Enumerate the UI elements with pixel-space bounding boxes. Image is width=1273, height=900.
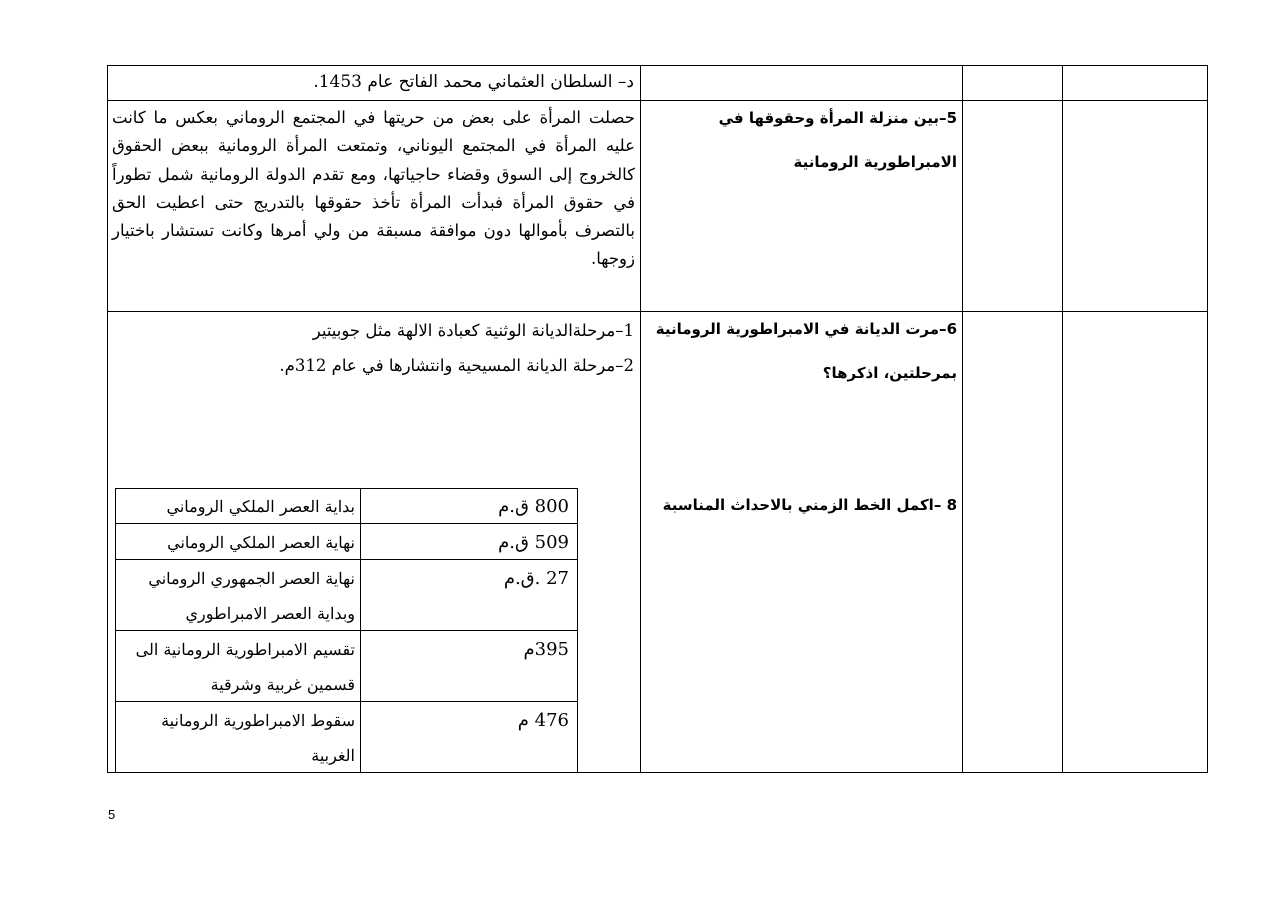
- timeline-event: تقسيم الامبراطورية الرومانية الى قسمين غربية وشرقية: [135, 640, 355, 694]
- question-5: 5–بين منزلة المرأة وحقوقها في الامبراطورية الرومانية: [718, 109, 957, 171]
- table-border: [962, 65, 963, 773]
- timeline-date: 476 م: [517, 710, 569, 731]
- table-border: [107, 65, 108, 773]
- row1-answer: د– السلطان العثماني محمد الفاتح عام 1453.: [313, 72, 634, 92]
- timeline-border: [115, 488, 116, 773]
- table-border: [1062, 65, 1063, 773]
- question-6: 6–مرت الديانة في الامبراطورية الرومانية بمرحلتين، اذكرها؟: [655, 320, 957, 382]
- table-border: [1207, 65, 1208, 773]
- timeline-event: بداية العصر الملكي الروماني: [166, 497, 355, 516]
- timeline-event: نهاية العصر الملكي الروماني: [167, 533, 355, 552]
- table-border: [107, 65, 1208, 66]
- row2-answer: حصلت المرأة على بعض من حريتها في المجتمع الروماني بعكس ما كانت عليه المرأة في المجتمع اليوناني، وتمتعت المرأة الرومانية ببعض الحقوق كالخروج إلى السوق وقضاء حاجياتها، ومع تقدم الدولة الرومانية شمل تطوراً في حقوق المرأة فبدأت المرأة تأخذ حقوقها بالتدريج حتى اعطيت الحق بالتصرف بأموالها دون موافقة مسبقة من ولي أمرها وكانت تستشار باختيار زوجها.: [112, 108, 635, 269]
- timeline-date: 509 ق.م: [498, 532, 569, 553]
- question-8: 8 –اكمل الخط الزمني بالاحداث المناسبة: [662, 496, 957, 514]
- answer-6-line-2: 2–مرحلة الديانة المسيحية وانتشارها في عام 312م.: [279, 356, 634, 375]
- timeline-date: 395م: [523, 639, 569, 660]
- table-border: [640, 65, 641, 773]
- timeline-border: [577, 488, 578, 773]
- timeline-event: سقوط الامبراطورية الرومانية الغربية: [161, 711, 355, 765]
- timeline-border: [360, 488, 361, 773]
- timeline-event: نهاية العصر الجمهوري الروماني وبداية العصر الامبراطوري: [148, 569, 355, 623]
- timeline-date: 27 .ق.م: [503, 568, 569, 589]
- timeline-date: 800 ق.م: [498, 496, 569, 517]
- page-number: 5: [108, 807, 116, 822]
- answer-6-line-1: 1–مرحلةالديانة الوثنية كعبادة الالهة مثل جوبيتير: [312, 321, 634, 340]
